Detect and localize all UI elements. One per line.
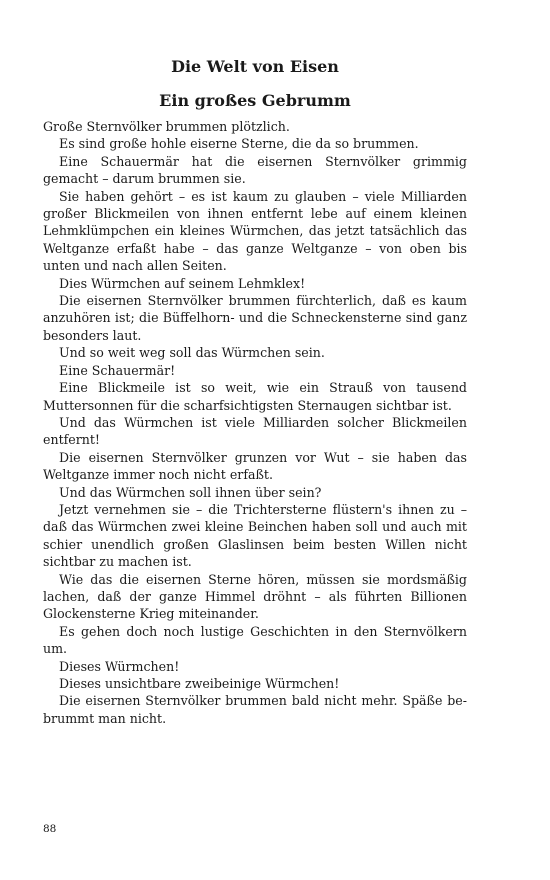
section-title: Ein großes Gebrumm bbox=[159, 91, 351, 110]
paragraph: Und das Würmchen soll ihnen über sein? bbox=[59, 484, 322, 500]
paragraph: Sie haben gehört – es ist kaum zu glauben – viele Milliarden großer Blickmeilen von ihnen entfernt lebe auf einem kleinen Lehmklümpchen ein kleines Würmchen, das jetzt tatsächlich das Weltganze erfaßt habe – das ganze Weltganze – von oben bis unten und nach allen Seiten. bbox=[43, 188, 467, 274]
chapter-title: Die Welt von Eisen bbox=[171, 57, 339, 76]
body-text bbox=[43, 118, 467, 727]
paragraph: Dieses Würmchen! bbox=[59, 658, 180, 674]
paragraph: Dies Würmchen auf seinem Lehmklex! bbox=[59, 275, 306, 291]
paragraph: Große Sternvölker brummen plötzlich. bbox=[43, 119, 290, 134]
paragraph: Die eisernen Sternvölker brummen fürchterlich, daß es kaum anzuhören ist; die Büffelhorn- und die Schneckensterne sind ganz besonders laut. bbox=[43, 293, 467, 343]
paragraph: Eine Schauermär! bbox=[59, 362, 176, 378]
paragraph: Eine Blickmeile ist so weit, wie ein Strauß von tausend Muttersonnen für die scharfsichtigsten Sternaugen sichtbar ist. bbox=[43, 380, 467, 413]
paragraph: Wie das die eisernen Sterne hören, müssen sie mordsmäßig lachen, daß der ganze Himmel dröhnt – als führten Billionen Glockensterne Krieg miteinander. bbox=[43, 571, 467, 622]
paragraph: Die eisernen Sternvölker grunzen vor Wut – sie haben das Weltganze immer noch nicht erfaßt. bbox=[43, 449, 467, 483]
paragraph: Es gehen doch noch lustige Geschichten in den Sternvölkern um. bbox=[43, 623, 467, 657]
paragraph: Jetzt vernehmen sie – die Trichtersterne flüstern's ihnen zu – daß das Würmchen zwei kleine Beinchen haben soll und auch mit schier unendlich großen Glaslinsen beim besten Willen nicht sichtbar zu machen ist. bbox=[43, 501, 467, 570]
paragraph: Es sind große hohle eiserne Sterne, die da so brummen. bbox=[59, 136, 419, 152]
page-number: 88 bbox=[43, 823, 57, 835]
paragraph: Und so weit weg soll das Würmchen sein. bbox=[59, 345, 325, 361]
paragraph: Dieses unsichtbare zweibeinige Würmchen! bbox=[59, 676, 340, 691]
paragraph: Und das Würmchen ist viele Milliarden solcher Blickmeilen entfernt! bbox=[43, 414, 467, 448]
paragraph: Die eisernen Sternvölker brummen bald nicht mehr. Späße bebrummt man nicht. bbox=[43, 693, 467, 726]
paragraph: Eine Schauermär hat die eisernen Sternvölker grimmig gemacht – darum brummen sie. bbox=[43, 153, 467, 187]
